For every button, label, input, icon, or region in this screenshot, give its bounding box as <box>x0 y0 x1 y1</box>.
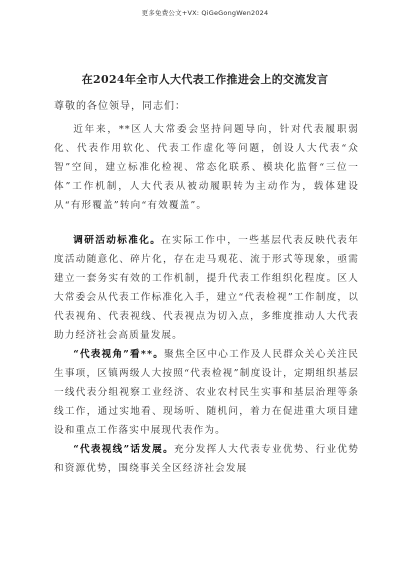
paragraph-vision <box>54 440 359 478</box>
paragraph-text: 充分发挥人大代表专业优势、行业优势和资源优势，围绕事关全区经济社会发展 <box>54 444 359 474</box>
paragraph-perspective <box>54 345 359 440</box>
paragraph-standardization <box>54 231 359 345</box>
header-note: 更多免费公文+VX: QiGeGongWen2024 <box>141 9 269 17</box>
paragraph-heading: “代表视线”话发展。 <box>73 444 174 455</box>
salutation: 尊敬的各位领导，同志们： <box>54 101 186 112</box>
paragraph-text: 聚焦全区中心工作及人民群众关心关注民生事项，区镇两级人大按照“代表检视”制度设计，定期组织基层一线代表分组视察工业经济、农业农村民生实事和基层治理等条线工作，通过实地看、现场听、随机问，着力在促进重大项目建设和重点工作落实中展现代表作为。 <box>54 349 360 436</box>
paragraph-intro <box>54 120 359 215</box>
paragraph-text: 近年来，**区人大常委会坚持问题导向，针对代表履职弱化、代表作用软化、代表工作虚化等问题，创设人大代表“众智”空间，建立标准化检视、常态化联系、模块化监督“三位一体”工作机制，人大代表从被动履职转为主动作为，载体建设从“有形覆盖”转向“有效覆盖”。 <box>54 124 359 211</box>
paragraph-heading: 调研活动标准化。 <box>73 235 162 246</box>
document-body <box>54 120 359 215</box>
document-body-continued <box>54 231 359 478</box>
document-title: 在2024年全市人大代表工作推进会上的交流发言 <box>81 73 329 86</box>
paragraph-heading: “代表视角”看**。 <box>73 349 165 360</box>
paragraph-text: 在实际工作中，一些基层代表反映代表年度活动随意化、碎片化，存在走马观花、流于形式等现象，亟需建立一套务实有效的工作机制，提升代表工作组织化程度。区人大常委会从代表工作标准化入手，建立“代表检视”工作制度，以代表视角、代表视线、代表视点为切入点，多维度推动人大代表助力经济社会高质量发展。 <box>54 235 360 341</box>
